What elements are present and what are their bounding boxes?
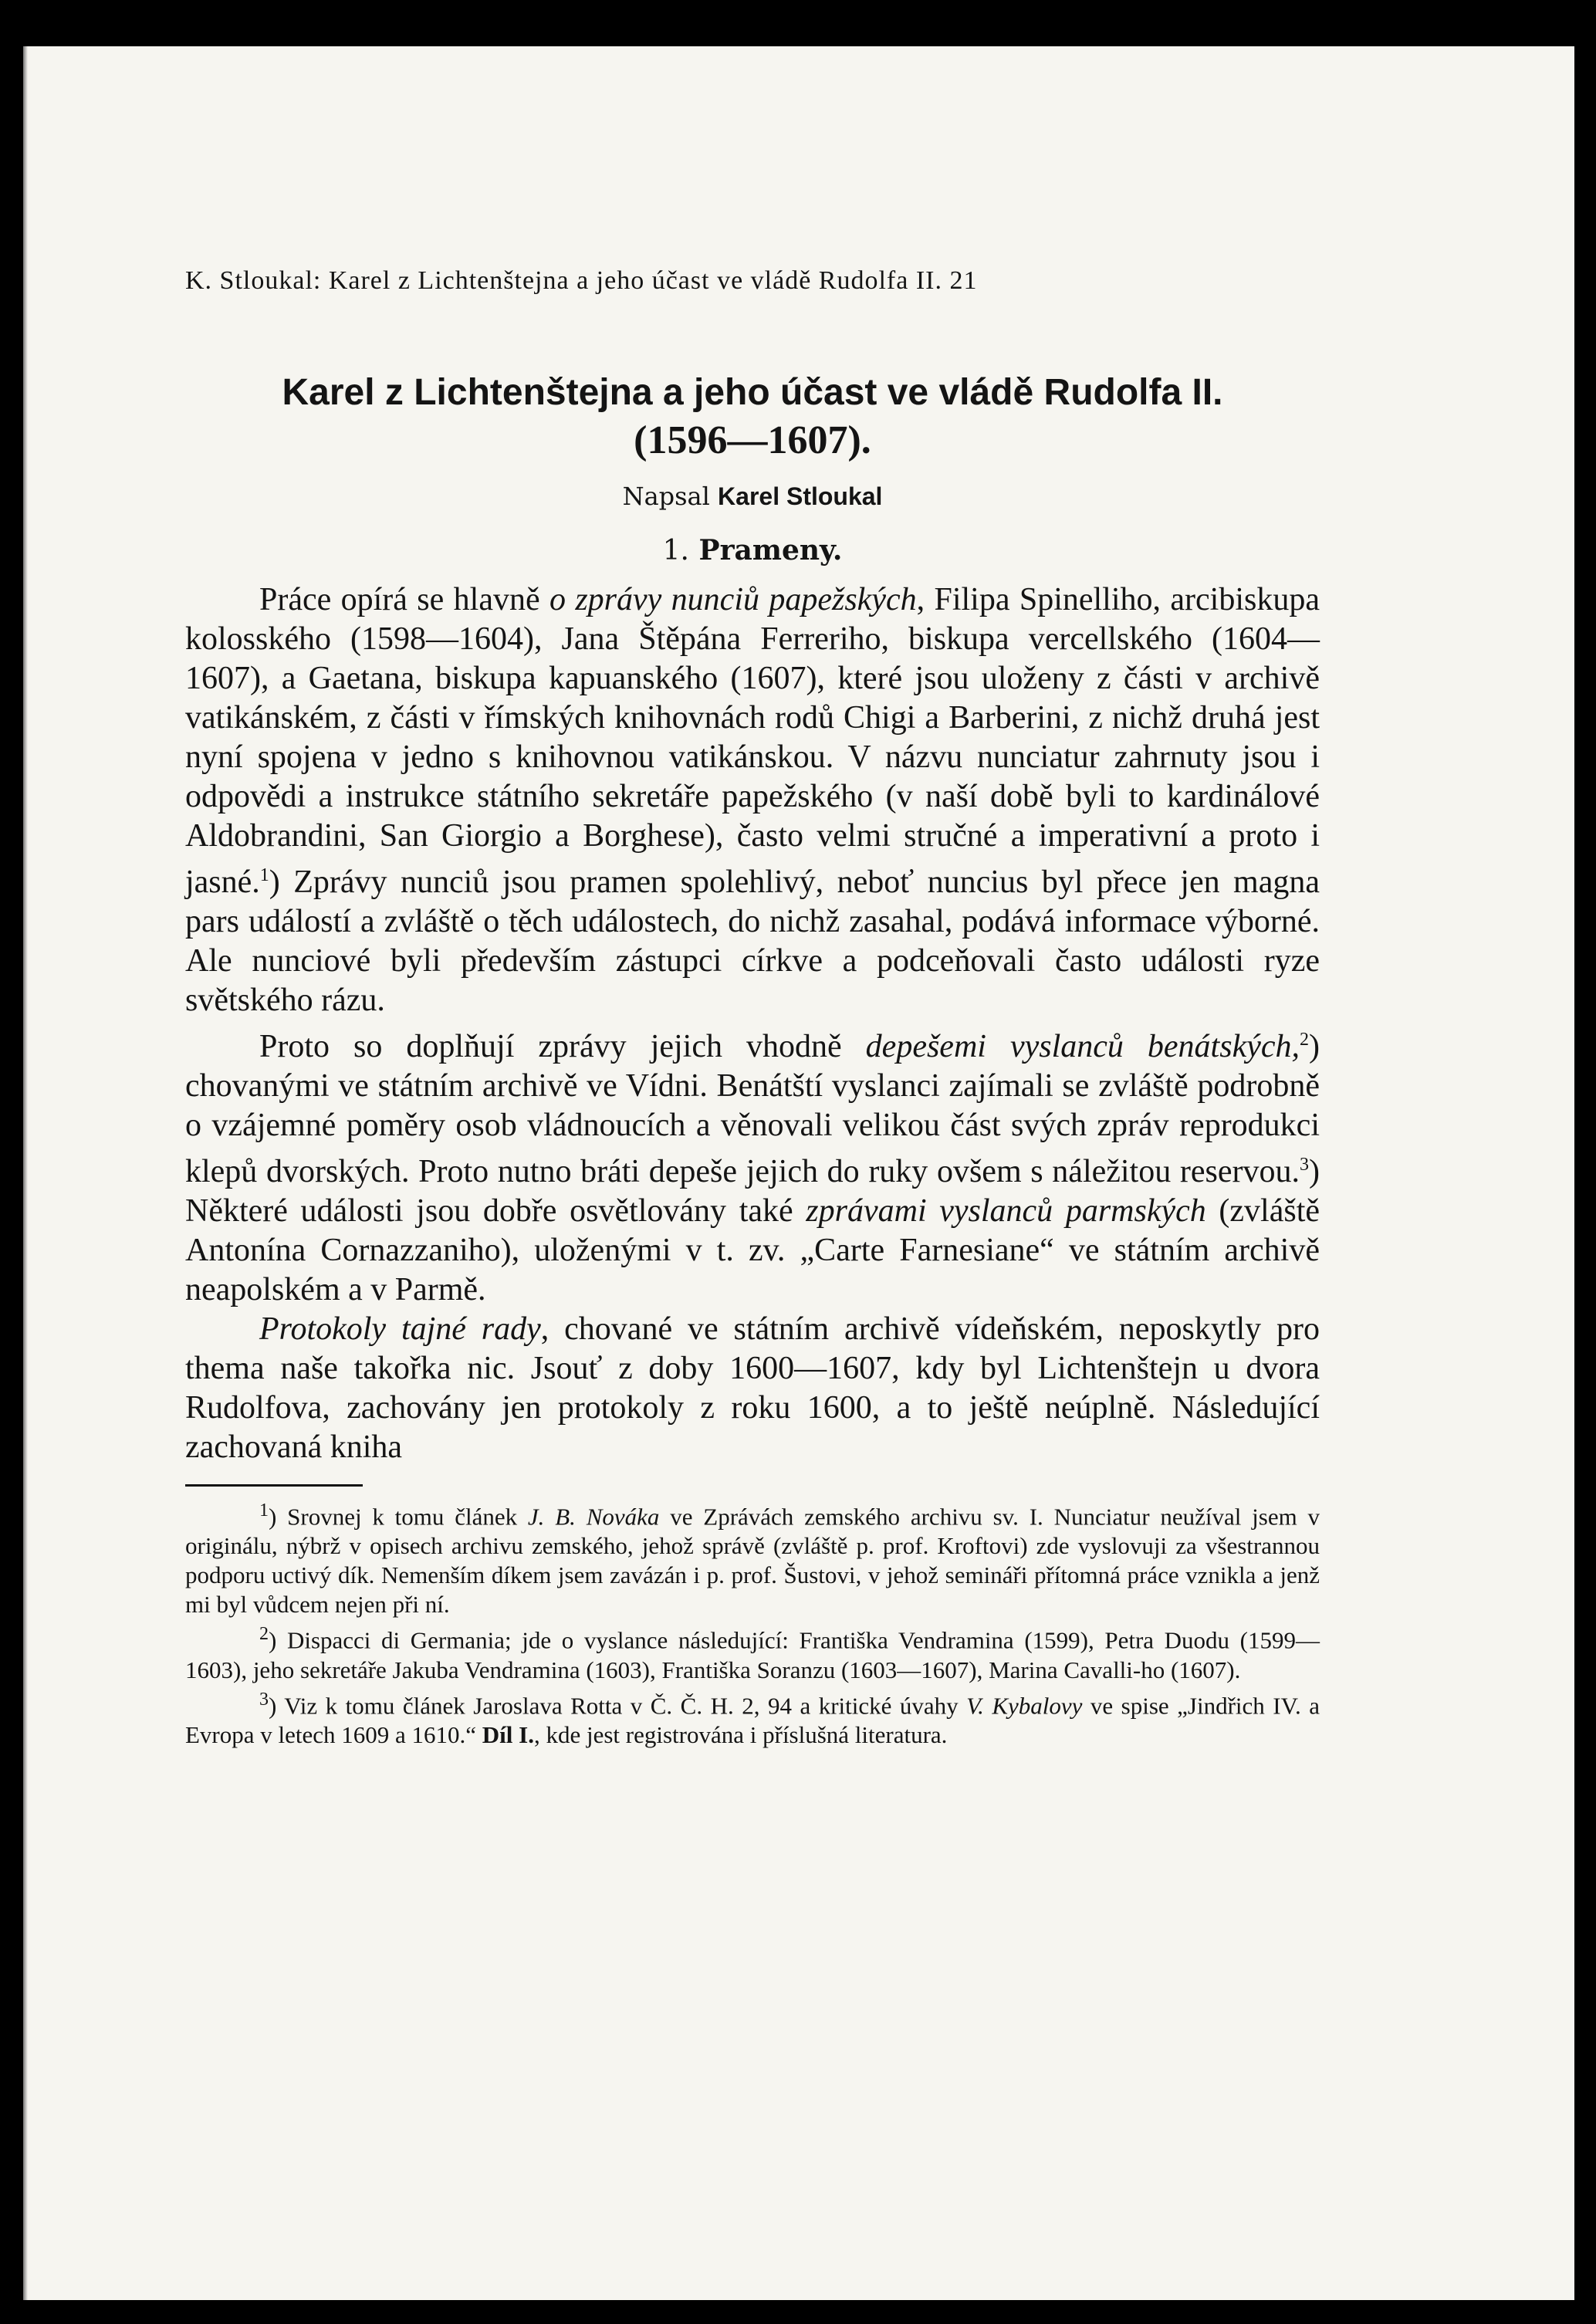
p1-text-a: Práce opírá se hlavně	[259, 582, 549, 617]
footnote-ref-2: 2	[1300, 1030, 1309, 1050]
p1-text-b: , Filipa Spinelliho, arcibiskupa kolosského (1598—1604), Jana Štěpána Ferreriho, biskupa vercellského (1604—1607), a Gaetana, biskupa kapuanského (1607), které jsou uloženy z části v archivě vatikánském, z části v římských knihovnách rodů Chigi a Barberini, z nichž druhá jest nyní spojena v jedno s knihovnou vatikánskou. V názvu nunciatur zahrnuty jsou i odpovědi a instrukce státního sekretáře papežského (v naší době byli to kardinálové Aldobrandini, San Giorgio a Borghese), často velmi stručné a imperativní a proto i jasné.	[185, 582, 1320, 900]
section-number: 1.	[662, 535, 689, 567]
p3-italic-protocols: Protokoly tajné rady	[259, 1311, 541, 1347]
author-name: Karel Stloukal	[718, 482, 883, 510]
paragraph-3	[185, 1310, 1320, 1467]
footnote-3-text-c: , kde jest registrována i příslušná literatura.	[533, 1720, 948, 1748]
byline	[185, 482, 1320, 511]
paragraph-1	[185, 580, 1320, 1020]
section-title: Prameny.	[698, 534, 843, 567]
p1-text-c: ) Zprávy nunciů jsou pramen spolehlivý, neboť nuncius byl přece jen magna pars událostí a zvláště o těch událostech, do nichž zasahal, podává informace výborné. Ale nunciové byli především zástupci církve a podceňovali často události ryze světského rázu.	[185, 864, 1320, 1018]
page-content	[185, 266, 1320, 1750]
footnote-3-marker: 3	[259, 1689, 269, 1710]
page-edge-shadow	[23, 46, 28, 2300]
footnote-2-marker: 2	[259, 1624, 269, 1645]
footnote-3	[185, 1685, 1320, 1750]
title-text: Karel z Lichtenštejna a jeho účast ve vládě Rudolfa II.	[282, 372, 1223, 413]
p2-text-b: ) chovanými ve státním archivě ve Vídni. Benátští vyslanci zajímali se zvláště podrobně o vzájemné poměry osob vládnoucích a věnovali velikou část svých zpráv reprodukci klepů dvorských. Proto nutno bráti depeše jejich do ruky ovšem s náležitou reservou.	[185, 1029, 1320, 1189]
footnote-3-bold: Díl I.	[482, 1720, 534, 1748]
footnote-3-italic: V. Kybalovy	[966, 1691, 1083, 1719]
footnote-2-text: ) Dispacci di Germania; jde o vyslance následující: Františka Vendramina (1599), Petra Duodu (1599—1603), jeho sekretáře Jakuba Vendramina (1603), Františka Soranzu (1603—1607), Marina Cavalli-ho (1607).	[185, 1626, 1320, 1683]
article-title	[185, 369, 1320, 465]
byline-prefix: Napsal	[622, 482, 710, 511]
footnote-1-text-b: ve Zprávách zemského archivu sv. I. Nunciatur neužíval jsem v originálu, nýbrž v opisech archivu zemského, jehož správě (zvláště p. prof. Kroftovi) zde vyslovuji za všestrannou podporu uctivý dík. Nemenším díkem jsem zavázán i p. prof. Šustovi, v jehož semináři přítomná práce vznikla a jenž mi byl vůdcem nejen při ní.	[185, 1503, 1320, 1619]
footnote-1-text-a: ) Srovnej k tomu článek	[269, 1503, 528, 1531]
p2-italic-venetian: depešemi vyslanců benátských,	[865, 1029, 1300, 1064]
p2-text-c: ) Některé události jsou dobře osvětlovány také	[185, 1154, 1320, 1229]
footnote-ref-3: 3	[1300, 1155, 1309, 1175]
footnote-2	[185, 1619, 1320, 1684]
p2-text-d: (zvláště Antonína Cornazzaniho), uloženými v t. zv. „Carte Farnesiane“ ve státním archivě neapolském a v Parmě.	[185, 1193, 1320, 1307]
title-years: (1596—1607).	[634, 418, 871, 462]
footnote-rule	[185, 1484, 363, 1487]
paragraph-2	[185, 1020, 1320, 1310]
p1-italic-nuncios: o zprávy nunciů papežských	[549, 582, 917, 617]
section-heading	[185, 534, 1320, 567]
footnote-3-text-a: ) Viz k tomu článek Jaroslava Rotta v Č. Č. H. 2, 94 a kritické úvahy	[269, 1691, 967, 1719]
footnote-1-marker: 1	[259, 1500, 269, 1521]
footnote-3-text-b: ve spise „Jindřich IV. a Evropa v letech 1609 a 1610.“	[185, 1691, 1320, 1748]
p3-text-a: , chované ve státním archivě vídeňském, neposkytly pro thema naše takořka nic. Jsouť z doby 1600—1607, kdy byl Lichtenštejn u dvora Rudolfova, zachovány jen protokoly z roku 1600, a to ještě neúplně. Následující zachovaná kniha	[185, 1311, 1320, 1465]
running-head: K. Stloukal: Karel z Lichtenštejna a jeho účast ve vládě Rudolfa II. 21	[185, 266, 978, 295]
footnote-ref-1: 1	[259, 865, 269, 885]
footnote-1-italic: J. B. Nováka	[527, 1503, 660, 1531]
scanned-page	[23, 46, 1574, 2300]
footnote-1	[185, 1496, 1320, 1619]
p2-italic-parma: zprávami vyslanců parmských	[806, 1193, 1206, 1229]
p2-text-a: Proto so doplňují zprávy jejich vhodně	[259, 1029, 866, 1064]
